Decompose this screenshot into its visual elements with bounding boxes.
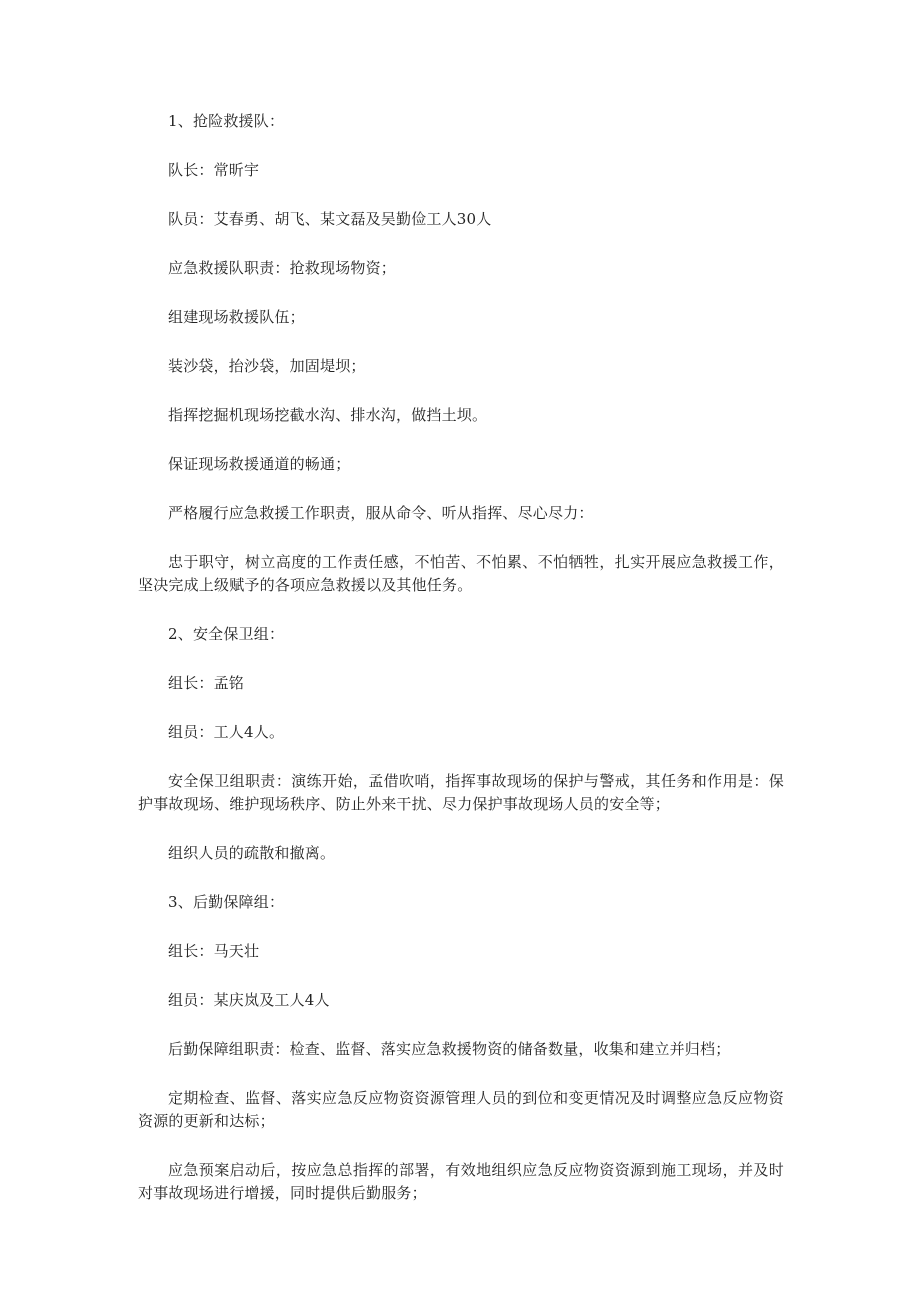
rescue-team-members: 队员：艾春勇、胡飞、某文磊及吴勤俭工人30人	[168, 210, 492, 228]
logistics-group-duty: 后勤保障组职责：检查、监督、落实应急救援物资的储备数量，收集和建立并归档；	[168, 1040, 731, 1058]
security-group-leader: 组长：孟铭	[168, 674, 245, 692]
security-group-duty: 安全保卫组职责：演练开始，孟借吹哨，指挥事故现场的保护与警戒，其任务和作用是：保护事故现场、维护现场秩序、防止外来干扰、尽力保护事故现场人员的安全等；	[138, 772, 784, 813]
rescue-team-duty-item: 组建现场救援队伍；	[168, 308, 305, 326]
security-group-members: 组员：工人4人。	[168, 723, 285, 741]
heading-rescue-team: 1、抢险救援队：	[168, 112, 285, 130]
rescue-team-duty-item: 装沙袋，抬沙袋，加固堤坝；	[168, 357, 366, 375]
heading-security-group: 2、安全保卫组：	[168, 625, 285, 643]
logistics-group-members: 组员：某庆岚及工人4人	[168, 991, 330, 1009]
rescue-team-duty-item: 严格履行应急救援工作职责，服从命令、听从指挥、尽心尽力：	[168, 504, 594, 522]
logistics-group-duty-item: 定期检查、监督、落实应急反应物资资源管理人员的到位和变更情况及时调整应急反应物资资源的更新和达标；	[138, 1089, 784, 1130]
logistics-group-duty-item: 应急预案启动后，按应急总指挥的部署，有效地组织应急反应物资资源到施工现场，并及时对事故现场进行增援，同时提供后勤服务；	[138, 1161, 784, 1202]
document-body	[138, 110, 784, 1231]
security-group-duty-item: 组织人员的疏散和撤离。	[168, 844, 336, 862]
rescue-team-duty-item: 忠于职守，树立高度的工作责任感，不怕苦、不怕累、不怕牺牲，扎实开展应急救援工作，坚决完成上级赋予的各项应急救援以及其他任务。	[138, 553, 784, 594]
rescue-team-duty: 应急救援队职责：抢救现场物资；	[168, 259, 397, 277]
rescue-team-duty-item: 保证现场救援通道的畅通；	[168, 455, 351, 473]
rescue-team-duty-item: 指挥挖掘机现场挖截水沟、排水沟，做挡土坝。	[168, 406, 488, 424]
heading-logistics-group: 3、后勤保障组：	[168, 893, 285, 911]
rescue-team-leader: 队长：常昕宇	[168, 161, 260, 179]
logistics-group-leader: 组长：马天壮	[168, 942, 260, 960]
